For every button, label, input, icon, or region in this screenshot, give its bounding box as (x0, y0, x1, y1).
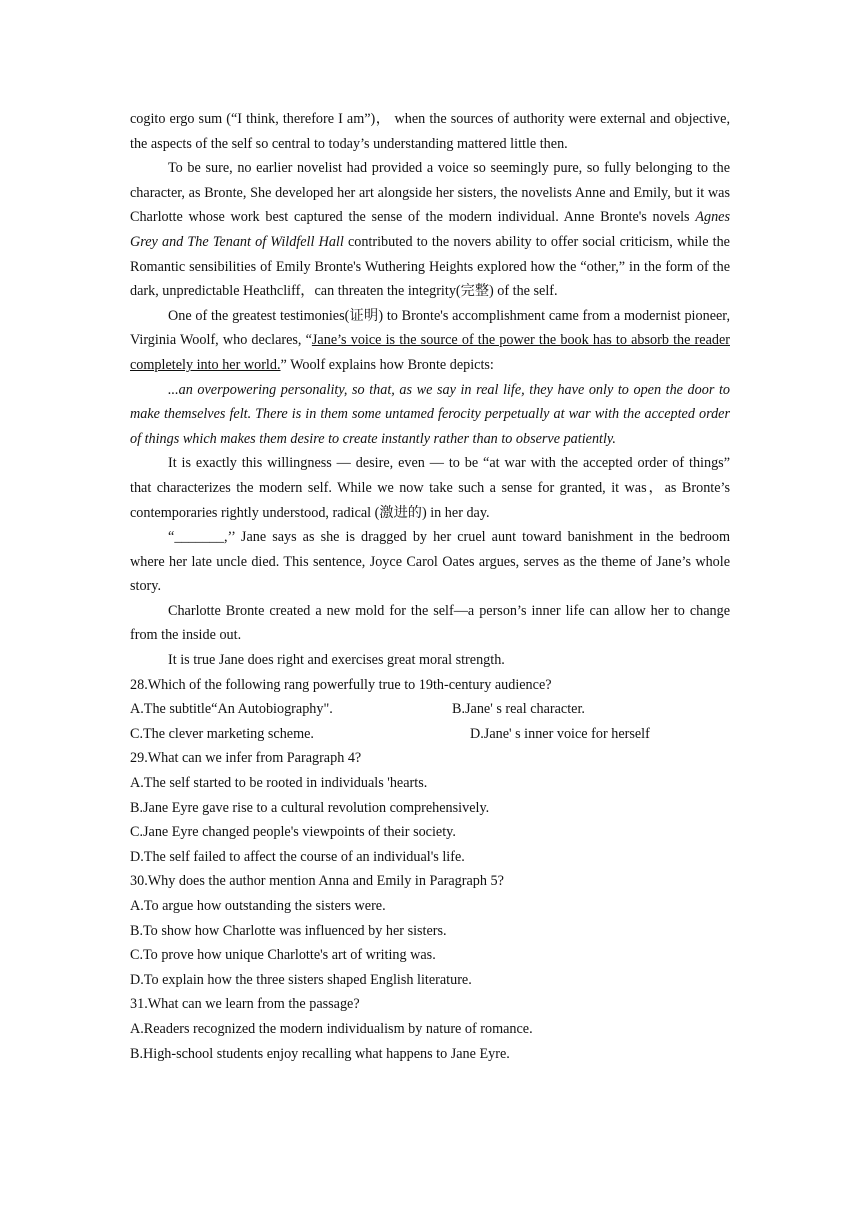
question-28-stem: 28.Which of the following rang powerfully true to 19th-century audience? (130, 676, 552, 693)
question-29-option-c: C.Jane Eyre changed people's viewpoints of their society. (130, 824, 456, 841)
question-29-option-a: A.The self started to be rooted in individuals 'hearts. (130, 775, 428, 792)
question-29-stem: 29.What can we infer from Paragraph 4? (130, 750, 362, 767)
question-28-options-row-2 (130, 722, 730, 747)
question-29-option-b: B.Jane Eyre gave rise to a cultural revolution comprehensively. (130, 799, 490, 816)
question-30-stem: 30.Why does the author mention Anna and Emily in Paragraph 5? (130, 873, 504, 890)
block-quote (130, 378, 730, 452)
question-30-option-c: C.To prove how unique Charlotte's art of writing was. (130, 947, 436, 964)
paragraph-1 (130, 156, 730, 304)
question-30-option-a: A.To argue how outstanding the sisters were. (130, 898, 386, 914)
paragraph-1-text: To be sure, no earlier novelist had provided a voice so seemingly pure, so fully belonging to the character, as Bronte, She developed her art alongside her sisters, the novelists Anne and Emily, but it was Charlotte whose work best captured the sense of the modern individual. Anne Bronte's novels (130, 160, 730, 226)
question-28-option-b: B.Jane' s real character. (452, 701, 585, 718)
question-28-option-c: C.The clever marketing scheme. (130, 725, 314, 742)
paragraph-4-open: “ (168, 529, 175, 546)
question-28-option-d: D.Jane' s inner voice for herself (470, 725, 650, 742)
question-31-stem: 31.What can we learn from the passage? (130, 996, 360, 1013)
paragraph-3: It is exactly this willingness — desire, even — to be “at war with the accepted order of things” that characterizes the modern self. While we now take such a sense for granted, it was，as Bronte’s contemporaries rightly understood, radical (激进的) in her day. (130, 455, 730, 521)
block-quote-text: ...an overpowering personality, so that, as we say in real life, they have only to open the door to make themselves felt. There is in them some untamed ferocity perpetually at war with the accepted order of things which makes them desire to create instantly rather than to observe patiently. (130, 381, 730, 447)
novel-titles: Agnes Grey and The Tenant of Wildfell Hall (130, 209, 730, 250)
question-28-options-row-1 (130, 697, 730, 722)
paragraph-2-text: One of the greatest testimonies(证明) to Bronte's accomplishment came from a modernist pioneer, Virginia Woolf, who declares, “ (130, 307, 730, 349)
paragraph-4 (130, 525, 730, 599)
document-page (130, 107, 730, 1066)
paragraph-2-end: ” Woolf explains how Bronte depicts: (280, 356, 494, 373)
question-29-option-d: D.The self failed to affect the course of an individual's life. (130, 848, 465, 865)
paragraph-2 (130, 304, 730, 378)
paragraph-5: Charlotte Bronte created a new mold for the self—a person’s inner life can allow her to change from the inside out. (130, 602, 730, 644)
question-30-option-d: D.To explain how the three sisters shaped English literature. (130, 971, 472, 988)
question-28-option-a: A.The subtitle“An Autobiography". (130, 701, 333, 718)
paragraph-0: cogito ergo sum (“I think, therefore I am”)， when the sources of authority were external and objective, the aspects of the self so central to today’s understanding mattered little then. (130, 111, 730, 152)
answer-blank: _______ (174, 529, 224, 546)
paragraph-1-rest: contributed to the novers ability to offer social criticism, while the Romantic sensibilities of Emily Bronte's Wuthering Heights explored how the “other,” in the form of the dark, unpredictable Heathcliff，can threaten the integrity(完整) of the self. (130, 233, 730, 300)
question-31-option-a: A.Readers recognized the modern individualism by nature of romance. (130, 1020, 533, 1037)
paragraph-6: It is true Jane does right and exercises great moral strength. (168, 652, 505, 669)
question-30-option-b: B.To show how Charlotte was influenced by her sisters. (130, 922, 447, 939)
underlined-quote: Jane’s voice is the source of the power the book has to absorb the reader completely into her world. (130, 332, 730, 373)
paragraph-4-text: ,’’ Jane says as she is dragged by her cruel aunt toward banishment in the bedroom where her late uncle died. This sentence, Joyce Carol Oates argues, serves as the theme of Jane’s whole story. (130, 529, 730, 595)
question-31-option-b: B.High-school students enjoy recalling what happens to Jane Eyre. (130, 1045, 510, 1062)
